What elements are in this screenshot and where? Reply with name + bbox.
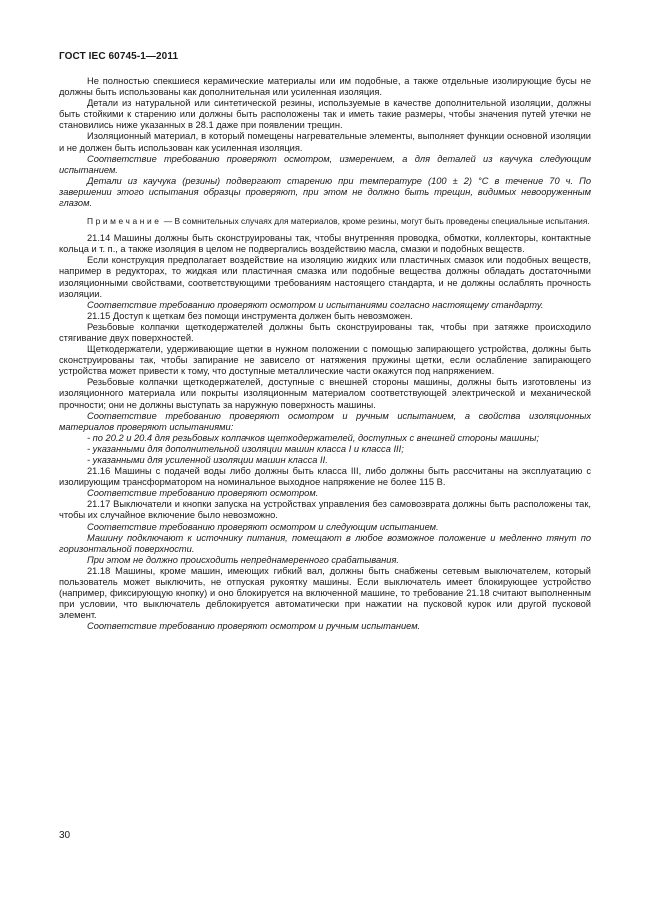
page-number: 30: [59, 830, 71, 841]
document-header: ГОСТ IEC 60745-1—2011: [59, 51, 179, 62]
compliance-paragraph: Соответствие требованию проверяют осмотром и ручным испытанием, а свойства изоляционных материалов проверяют испытаниями:: [59, 410, 591, 432]
body-paragraph: Резьбовые колпачки щеткодержателей должны быть сконструированы так, чтобы при затяжке происходило стягивание двух поверхностей.: [59, 321, 591, 343]
body-paragraph: Резьбовые колпачки щеткодержателей, доступные с внешней стороны машины, должны быть изготовлены из изоляционного материала или покрыты изоляционным материалом соответствующей электрической и механической прочности; они не должны выступать за наружную поверхность машины.: [59, 377, 591, 410]
body-paragraph: Детали из натуральной или синтетической резины, используемые в качестве дополнительной изоляции, должны быть стойкими к старению или должны быть расположены так и иметь такие размеры, чтобы значения путей утечки не становились ниже указанных в 28.1 даже при появлении трещин.: [59, 98, 591, 131]
body-paragraph: 21.17 Выключатели и кнопки запуска на устройствах управления без самовозврата должны быть расположены так, чтобы их случайное включение было невозможно.: [59, 499, 591, 521]
body-paragraph: 21.18 Машины, кроме машин, имеющих гибкий вал, должны быть снабжены сетевым выключателем, который пользователь может выключить, не отпуская рукоятку машины. Если выключатель имеет блокирующее устройство (например, фиксирующую кнопку) и оно блокируется на включенной машине, то требование 21.18 считают выполненным при условии, что выключатель деблокируется автоматически при нажатии на пусковой курок или другой пусковой элемент.: [59, 565, 591, 621]
compliance-paragraph: Соответствие требованию проверяют осмотром, измерением, а для деталей из каучука следующим испытанием.: [59, 153, 591, 175]
compliance-paragraph: Детали из каучука (резины) подвергают старению при температуре (100 ± 2) °С в течение 70 ч. По завершении этого испытания образцы проверяют, при этом не должно быть трещин, видимых невооруженным глазом.: [59, 175, 591, 209]
note-label: Примечание: [87, 216, 162, 227]
compliance-paragraph: - указанными для усиленной изоляции машин класса II.: [87, 455, 328, 465]
body-paragraph: Щеткодержатели, удерживающие щетки в нужном положении с помощью запирающего устройства, должны быть сконструированы так, чтобы запирание не зависело от натяжения пружины щетки, если ослабление запирающего устройства может привести к тому, что доступные металлические части окажутся под напряжением.: [59, 344, 591, 377]
compliance-paragraph: Соответствие требованию проверяют осмотром.: [87, 488, 319, 499]
body-paragraph: 21.15 Доступ к щеткам без помощи инструмента должен быть невозможен.: [87, 310, 413, 321]
compliance-paragraph: Соответствие требованию проверяют осмотром и следующим испытанием.: [87, 521, 439, 532]
note-paragraph: [59, 216, 591, 227]
note-text: — В сомнительных случаях для материалов, кроме резины, могут быть проведены специальные испытания.: [161, 216, 590, 227]
compliance-paragraph: При этом не должно происходить непреднамеренного срабатывания.: [87, 554, 400, 565]
body-paragraph: 21.14 Машины должны быть сконструированы так, чтобы внутренняя проводка, обмотки, коллекторы, контактные кольца и т. п., а также изоляция в целом не подвергались воздействию масла, смазки и подобных веществ.: [59, 233, 591, 255]
body-paragraph: 21.16 Машины с подачей воды либо должны быть класса III, либо должны быть рассчитаны на эксплуатацию с изолирующим трансформатором на номинальное выходное напряжение не более 115 В.: [59, 466, 591, 488]
compliance-paragraph: Машину подключают к источнику питания, помещают в любое возможное положение и медленно тянут по горизонтальной поверхности.: [59, 532, 591, 554]
compliance-paragraph: Соответствие требованию проверяют осмотром и ручным испытанием.: [87, 621, 421, 632]
compliance-paragraph: - по 20.2 и 20.4 для резьбовых колпачков щеткодержателей, доступных с внешней стороны машины;: [87, 432, 539, 443]
compliance-paragraph: - указанными для дополнительной изоляции машин класса I и класса III;: [87, 443, 404, 454]
document-body: [59, 76, 591, 633]
body-paragraph: Если конструкция предполагает воздействие на изоляцию жидких или пластичных смазок или подобных веществ, например в редукторах, то жидкая или пластичная смазка или подобные вещества должны обладать достаточными изоляционными свойствами, соответствующими требованиям настоящего стандарта, и не должны ослаблять прочность изоляции.: [59, 255, 591, 299]
body-paragraph: Изоляционный материал, в который помещены нагревательные элементы, выполняет функции основной изоляции и не должен быть использован как усиленная изоляция.: [59, 131, 591, 153]
compliance-paragraph: Соответствие требованию проверяют осмотром и испытаниями согласно настоящему стандарту.: [87, 299, 544, 310]
body-paragraph: Не полностью спекшиеся керамические материалы или им подобные, а также отдельные изолирующие бусы не должны быть использованы как дополнительная или усиленная изоляция.: [59, 76, 591, 98]
